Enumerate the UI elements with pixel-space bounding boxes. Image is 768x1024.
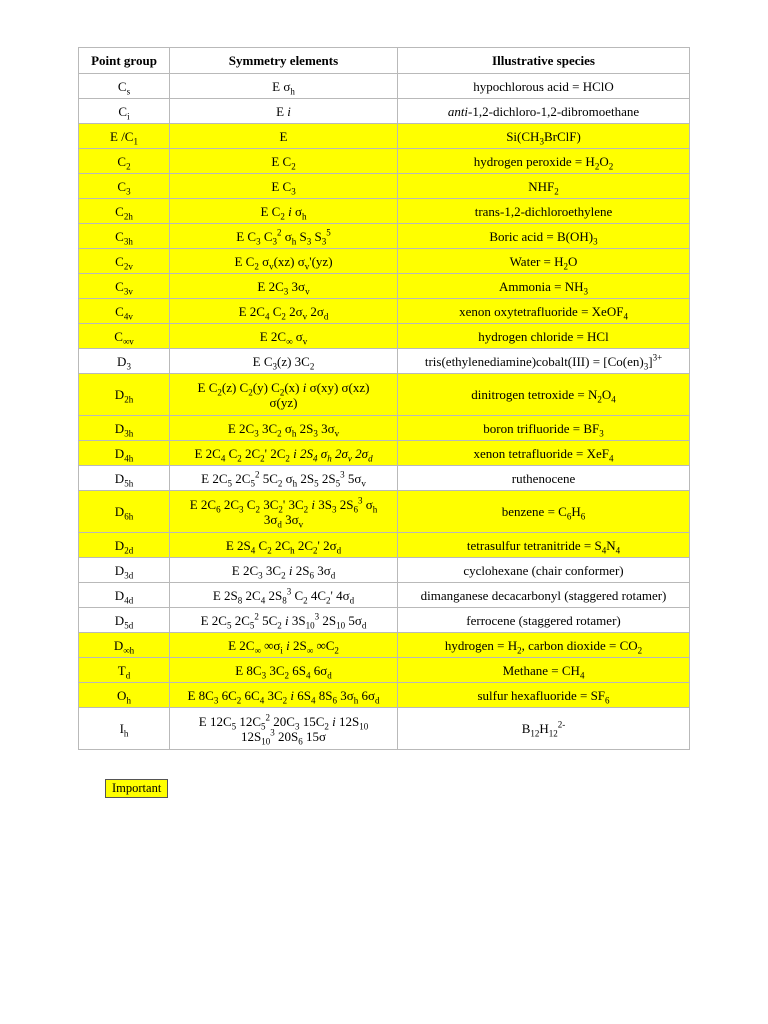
point-group-cell: $D_{3d}$ [79, 558, 170, 583]
point-group-cell: $C_{\infty v}$ [79, 324, 170, 349]
table-row [79, 224, 690, 249]
species-cell: trans-1,2-dichloroethylene [398, 199, 690, 224]
point-group-cell: $C_{2h}$ [79, 199, 170, 224]
point-group-cell: $C_3$ [79, 174, 170, 199]
species-cell: xenon oxytetrafluoride = XeOF$_4$ [398, 299, 690, 324]
point-group-cell: $C_s$ [79, 74, 170, 99]
point-group-cell: $C_{3h}$ [79, 224, 170, 249]
table-row [79, 99, 690, 124]
table-row [79, 299, 690, 324]
table-header-row [79, 48, 690, 74]
table-row [79, 708, 690, 750]
table-row [79, 416, 690, 441]
point-group-cell: $T_d$ [79, 658, 170, 683]
table-row [79, 124, 690, 149]
table-row [79, 274, 690, 299]
symmetry-elements-cell: E $2C_4$ $C_2$ $2C_2'$ $2C_2$ i $2S_4$ $\sigma_h$ $2\sigma_v$ $2\sigma_d$ [170, 441, 398, 466]
point-group-cell: $D_{2h}$ [79, 374, 170, 416]
table-row [79, 149, 690, 174]
species-cell: xenon tetrafluoride = XeF$_4$ [398, 441, 690, 466]
species-cell: $B_{12}H_{12}^{2-}$ [398, 708, 690, 750]
point-group-cell: $D_{5h}$ [79, 466, 170, 491]
symmetry-elements-cell: E $\sigma_h$ [170, 74, 398, 99]
point-group-cell: E $/C_1$ [79, 124, 170, 149]
species-cell: hydrogen = $H_2$, carbon dioxide = $CO_2$ [398, 633, 690, 658]
symmetry-elements-cell: E $2S_4$ $C_2$ $2C_h$ $2C_2'$ $2\sigma_d$ [170, 533, 398, 558]
species-cell: $Si(CH_3BrClF)$ [398, 124, 690, 149]
symmetry-elements-cell: E $2C_5$ $2C_5^2$ $5C_2$ $\sigma_h$ $2S_5$ $2S_5^3$ $5\sigma_v$ [170, 466, 398, 491]
table-row [79, 249, 690, 274]
table-row [79, 466, 690, 491]
point-group-table [78, 47, 690, 750]
symmetry-elements-cell: E $C_2$ i $\sigma_h$ [170, 199, 398, 224]
table-row [79, 174, 690, 199]
point-group-cell: $C_2$ [79, 149, 170, 174]
symmetry-elements-cell: E $2S_8$ $2C_4$ $2S_8^3$ $C_2$ $4C_2'$ $4\sigma_d$ [170, 583, 398, 608]
species-cell: hydrogen chloride = HCl [398, 324, 690, 349]
symmetry-elements-cell: E $C_3(z)$ $3C_2$ [170, 349, 398, 374]
table-row [79, 324, 690, 349]
symmetry-elements-cell: E [170, 124, 398, 149]
header-symmetry-elements: Symmetry elements [170, 48, 398, 74]
table-row [79, 683, 690, 708]
table-row [79, 633, 690, 658]
point-group-cell: $D_{4d}$ [79, 583, 170, 608]
point-group-cell: $C_{3v}$ [79, 274, 170, 299]
point-group-cell: $D_{2d}$ [79, 533, 170, 558]
symmetry-elements-cell: E $2C_6$ $2C_3$ $C_2$ $3C_2'$ $3C_2$ i $3S_3$ $2S_6^3$ $\sigma_h$ $3\sigma_d$ $3\sigma_v$ [170, 491, 398, 533]
point-group-cell: $D_{5d}$ [79, 608, 170, 633]
legend-label: Important [112, 781, 162, 795]
species-cell: $NHF_2$ [398, 174, 690, 199]
table-body [79, 74, 690, 750]
point-group-cell: $C_{4v}$ [79, 299, 170, 324]
header-point-group: Point group [79, 48, 170, 74]
symmetry-elements-cell: E $2C_3$ $3C_2$ $\sigma_h$ $2S_3$ $3\sigma_v$ [170, 416, 398, 441]
species-cell: dimanganese decacarbonyl (staggered rotamer) [398, 583, 690, 608]
species-cell: Boric acid = $B(OH)_3$ [398, 224, 690, 249]
species-cell: cyclohexane (chair conformer) [398, 558, 690, 583]
point-group-cell: $I_h$ [79, 708, 170, 750]
important-legend [105, 779, 168, 798]
species-cell: benzene = $C_6H_6$ [398, 491, 690, 533]
table-row [79, 533, 690, 558]
symmetry-elements-cell: E i [170, 99, 398, 124]
point-group-cell: $D_3$ [79, 349, 170, 374]
symmetry-elements-cell: E $C_3$ $C_3^2$ $\sigma_h$ $S_3$ $S_3^5$ [170, 224, 398, 249]
species-cell: sulfur hexafluoride = $SF_6$ [398, 683, 690, 708]
symmetry-elements-cell: E $2C_\infty$ $\infty\sigma_i$ i $2S_\infty$ $\infty C_2$ [170, 633, 398, 658]
symmetry-elements-cell: E $12C_5$ $12C_5^2$ $20C_3$ $15C_2$ i $12S_{10}$ $12S_{10}^3$ $20S_6$ 15σ [170, 708, 398, 750]
table-row [79, 74, 690, 99]
symmetry-elements-cell: E $8C_3$ $6C_2$ $6C_4$ $3C_2$ i $6S_4$ $8S_6$ $3\sigma_h$ $6\sigma_d$ [170, 683, 398, 708]
species-cell: Methane = $CH_4$ [398, 658, 690, 683]
symmetry-elements-cell: E $2C_5$ $2C_5^2$ $5C_2$ i $3S_{10}^3$ $2S_{10}$ $5\sigma_d$ [170, 608, 398, 633]
species-cell: ruthenocene [398, 466, 690, 491]
table-row [79, 658, 690, 683]
species-cell: Water = $H_2O$ [398, 249, 690, 274]
symmetry-elements-cell: E $C_2(z)$ $C_2(y)$ $C_2(x)$ i σ(xy) σ(xz) σ(yz) [170, 374, 398, 416]
species-cell: boron trifluoride = $BF_3$ [398, 416, 690, 441]
symmetry-elements-cell: E $2C_3$ $3C_2$ i $2S_6$ $3\sigma_d$ [170, 558, 398, 583]
header-illustrative-species: Illustrative species [398, 48, 690, 74]
point-group-cell: $C_{2v}$ [79, 249, 170, 274]
table-row [79, 441, 690, 466]
table-row [79, 558, 690, 583]
table-row [79, 374, 690, 416]
species-cell: anti-1,2-dichloro-1,2-dibromoethane [398, 99, 690, 124]
symmetry-elements-cell: E $C_3$ [170, 174, 398, 199]
species-cell: Ammonia = $NH_3$ [398, 274, 690, 299]
table-row [79, 608, 690, 633]
symmetry-elements-cell: E $2C_3$ $3\sigma_v$ [170, 274, 398, 299]
species-cell: tris(ethylenediamine)cobalt(III) = $[Co(en)_3]^{3+}$ [398, 349, 690, 374]
species-cell: tetrasulfur tetranitride = $S_4N_4$ [398, 533, 690, 558]
table-row [79, 349, 690, 374]
species-cell: hypochlorous acid = HClO [398, 74, 690, 99]
point-group-cell: $D_{\infty h}$ [79, 633, 170, 658]
point-group-cell: $O_h$ [79, 683, 170, 708]
point-group-cell: $D_{3h}$ [79, 416, 170, 441]
point-group-cell: $D_{4h}$ [79, 441, 170, 466]
table-row [79, 583, 690, 608]
table-row [79, 491, 690, 533]
symmetry-elements-cell: E $C_2$ $\sigma_v(xz)$ $\sigma_v'(yz)$ [170, 249, 398, 274]
symmetry-elements-cell: E $8C_3$ $3C_2$ $6S_4$ $6\sigma_d$ [170, 658, 398, 683]
species-cell: ferrocene (staggered rotamer) [398, 608, 690, 633]
symmetry-elements-cell: E $2C_4$ $C_2$ $2\sigma_v$ $2\sigma_d$ [170, 299, 398, 324]
symmetry-elements-cell: E $C_2$ [170, 149, 398, 174]
species-cell: hydrogen peroxide = $H_2O_2$ [398, 149, 690, 174]
symmetry-elements-cell: E $2C_\infty$ $\sigma_v$ [170, 324, 398, 349]
table-row [79, 199, 690, 224]
point-group-cell: $C_i$ [79, 99, 170, 124]
point-group-cell: $D_{6h}$ [79, 491, 170, 533]
species-cell: dinitrogen tetroxide = $N_2O_4$ [398, 374, 690, 416]
